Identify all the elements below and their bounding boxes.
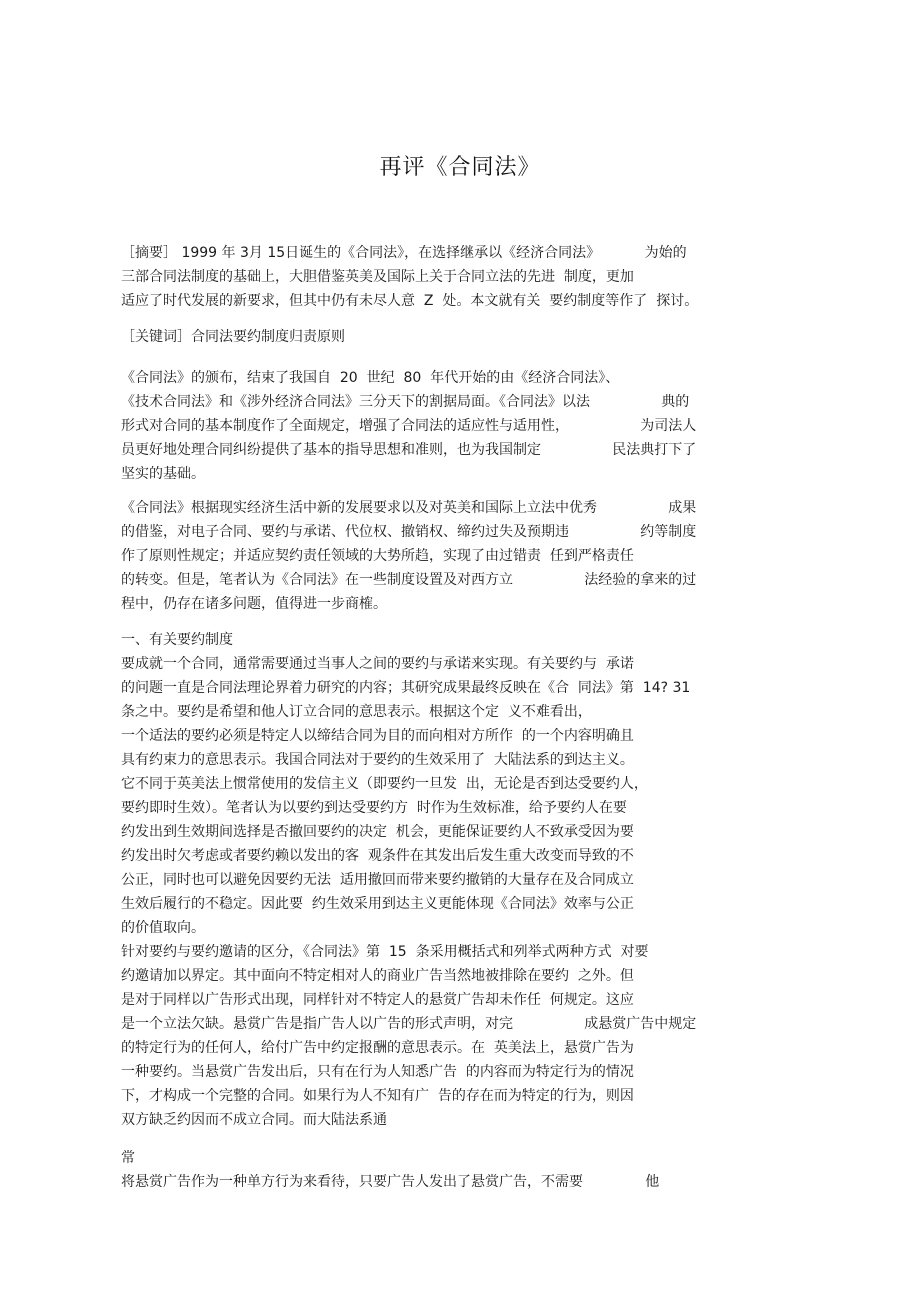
abstract-paragraph [121, 241, 761, 313]
section-1 [121, 628, 761, 940]
text-line: 的问题一直是合同法理论界着力研究的内容；其研究成果最终反映在《合 同法》第 14? 31 [121, 680, 691, 696]
text-line: 一个适法的要约必须是特定人以缔结合同为目的而向相对方所作 的一个内容明确且 [121, 728, 634, 744]
text-line: 约发出时欠考虑或者要约赖以发出的客 观条件在其发出后发生重大改变而导致的不 [121, 848, 634, 864]
text-line: 《合同法》根据现实经济生活中新的发展要求以及对英美和国际上立法中优秀 成果 [121, 500, 697, 516]
text-line: 的转变。但是，笔者认为《合同法》在一些制度设置及对西方立 法经验的拿来的过 [121, 572, 697, 588]
section-heading: 一、有关要约制度 [121, 632, 233, 648]
body-paragraph-3 [121, 940, 761, 1132]
text-line: 的特定行为的任何人，给付广告中约定报酬的意思表示。在 英美法上，悬赏广告为 [121, 1040, 634, 1056]
keywords-paragraph [121, 325, 761, 349]
body-paragraph-4 [121, 1146, 761, 1194]
text-line: 常 [121, 1150, 135, 1166]
text-line: 条之中。要约是希望和他人订立合同的意思表示。根据这个定 义不难看出， [121, 704, 592, 720]
text-line: 适应了时代发展的新要求，但其中仍有未尽人意 Z 处。本文就有关 要约制度等作了 探讨。 [121, 293, 699, 309]
text-line: 《技术合同法》和《涉外经济合同法》三分天下的割据局面。《合同法》以法 典的 [121, 394, 690, 410]
page-title: 再评《合同法》 [379, 155, 541, 180]
text-line: 要成就一个合同，通常需要通过当事人之间的要约与承诺来实现。有关要约与 承诺 [121, 656, 634, 672]
text-line: 约发出到生效期间选择是否撤回要约的决定 机会，更能保证要约人不致承受因为要 [121, 824, 634, 840]
text-line: 针对要约与要约邀请的区分，《合同法》第 15 条采用概括式和列举式两种方式 对要 [121, 944, 649, 960]
text-line: 是一个立法欠缺。悬赏广告是指广告人以广告的形式声明，对完 成悬赏广告中规定 [121, 1016, 697, 1032]
text-line: ［摘要］ 1999 年 3月 15日诞生的《合同法》，在选择继承以《经济合同法》 为始的 [121, 245, 687, 261]
text-line: 的价值取向。 [121, 920, 205, 936]
text-line: 约邀请加以界定。其中面向不特定相对人的商业广告当然地被排除在要约 之外。但 [121, 968, 634, 984]
text-line: 下，才构成一个完整的合同。如果行为人不知有广 告的存在而为特定的行为，则因 [121, 1088, 634, 1104]
text-line: 将悬赏广告作为一种单方行为来看待，只要广告人发出了悬赏广告，不需要 他 [121, 1174, 660, 1190]
text-line: 三部合同法制度的基础上，大胆借鉴英美及国际上关于合同立法的先进 制度，更加 [121, 269, 634, 285]
text-line: 一种要约。当悬赏广告发出后，只有在行为人知悉广告 的内容而为特定行为的情况 [121, 1064, 634, 1080]
text-line: 的借鉴，对电子合同、要约与承诺、代位权、撤销权、缔约过失及预期违 约等制度 [121, 524, 697, 540]
text-line: 坚实的基础。 [121, 466, 205, 482]
text-line: 员更好地处理合同纠纷提供了基本的指导思想和准则，也为我国制定 民法典打下了 [121, 442, 697, 458]
text-line: 作了原则性规定；并适应契约责任领域的大势所趋，实现了由过错责 任到严格责任 [121, 548, 634, 564]
body-paragraph-1 [121, 366, 761, 486]
text-line: 是对于同样以广告形式出现，同样针对不特定人的悬赏广告却未作任 何规定。这应 [121, 992, 634, 1008]
text-line: 它不同于英美法上惯常使用的发信主义（即要约一旦发 出，无论是否到达受要约人， [121, 776, 648, 792]
text-line: 具有约束力的意思表示。我国合同法对于要约的生效采用了 大陆法系的到达主义。 [121, 752, 634, 768]
text-line: 程中，仍存在诸多问题，值得进一步商榷。 [121, 596, 387, 612]
text-line: 《合同法》的颁布，结束了我国自 20 世纪 80 年代开始的由《经济合同法》、 [121, 370, 620, 386]
text-line: 双方缺乏约因而不成立合同。而大陆法系通 [121, 1112, 387, 1128]
text-line: 要约即时生效）。笔者认为以要约到达受要约方 时作为生效标准，给予要约人在要 [121, 800, 627, 816]
text-line: 公正，同时也可以避免因要约无法 适用撤回而带来要约撤销的大量存在及合同成立 [121, 872, 634, 888]
text-line: ［关键词］合同法要约制度归责原则 [121, 329, 345, 345]
text-line: 生效后履行的不稳定。因此要 约生效采用到达主义更能体现《合同法》效率与公正 [121, 896, 634, 912]
text-line: 形式对合同的基本制度作了全面规定，增强了合同法的适应性与适用性， 为司法人 [121, 418, 697, 434]
body-paragraph-2 [121, 496, 761, 616]
